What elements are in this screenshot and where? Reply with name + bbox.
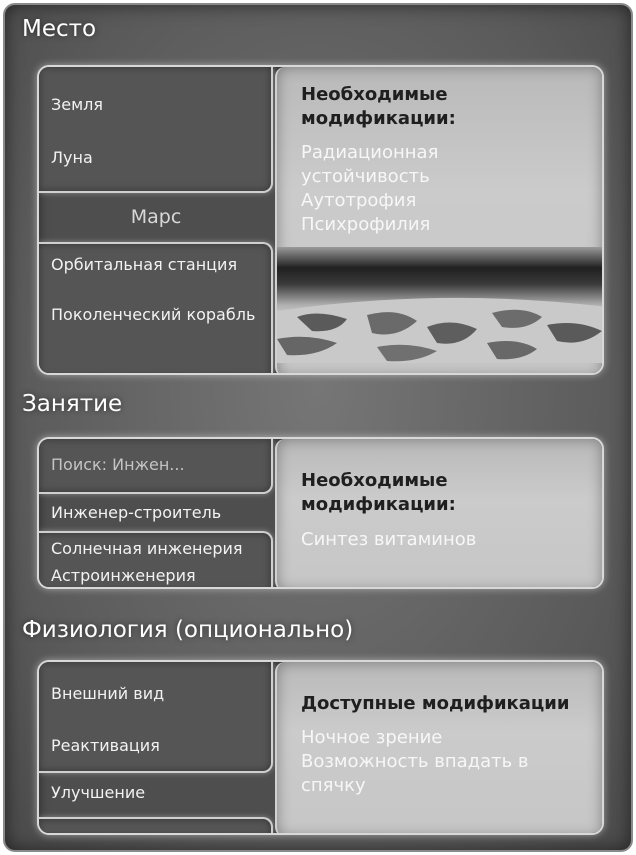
location-info-panel bbox=[275, 67, 602, 375]
occupation-info-heading: Необходимые модификации: bbox=[301, 470, 456, 515]
physiology-option-reactivation[interactable]: Реактивация bbox=[51, 736, 160, 755]
location-section-title: Место bbox=[22, 16, 97, 42]
occupation-panel bbox=[37, 437, 604, 589]
physiology-info-panel bbox=[275, 662, 602, 835]
physiology-option-appearance[interactable]: Внешний вид bbox=[51, 684, 165, 703]
physiology-panel bbox=[37, 660, 604, 835]
location-list-bottom bbox=[39, 242, 273, 375]
location-mod-autotrophy: Аутотрофия bbox=[301, 190, 417, 211]
occupation-search-input[interactable]: Поиск: Инжен... bbox=[51, 455, 185, 474]
location-option-moon[interactable]: Луна bbox=[51, 148, 93, 167]
planet-surface-image bbox=[277, 247, 602, 363]
location-option-mars-selected[interactable]: Марс bbox=[130, 206, 182, 228]
physiology-list-top bbox=[39, 662, 273, 773]
physiology-info-heading: Доступные модификации bbox=[301, 693, 570, 714]
physiology-list-bottom bbox=[39, 817, 273, 835]
occupation-option-solar-engineering[interactable]: Солнечная инженерия bbox=[51, 539, 243, 558]
occupation-option-astroengineering[interactable]: Астроинженерия bbox=[51, 566, 196, 585]
location-mod-radiation: Радиационная устойчивость bbox=[301, 142, 439, 187]
physiology-section-title: Физиология (опционально) bbox=[22, 617, 354, 643]
location-option-orbital-station[interactable]: Орбитальная станция bbox=[51, 255, 238, 274]
location-mod-psychrophilia: Психрофилия bbox=[301, 214, 431, 235]
location-info-heading: Необходимые модификации: bbox=[301, 84, 456, 129]
occupation-mod-vitamin-synthesis: Синтез витаминов bbox=[301, 529, 477, 550]
occupation-section-title: Занятие bbox=[22, 391, 123, 417]
occupation-search-block bbox=[39, 439, 273, 494]
location-option-generation-ship[interactable]: Поколенческий корабль bbox=[51, 305, 256, 324]
location-option-earth[interactable]: Земля bbox=[51, 95, 104, 114]
physiology-option-enhancement-selected[interactable]: Улучшение bbox=[51, 783, 146, 802]
location-panel bbox=[37, 65, 604, 375]
physiology-mod-night-vision: Ночное зрение bbox=[301, 727, 443, 748]
planet-terrain-icon bbox=[277, 247, 602, 363]
occupation-info-panel bbox=[275, 439, 602, 589]
location-list-top bbox=[39, 67, 273, 193]
physiology-mod-hibernation: Возможность впадать в спячку bbox=[301, 751, 529, 796]
occupation-list-bottom bbox=[39, 531, 273, 589]
occupation-option-civil-engineer-selected[interactable]: Инженер-строитель bbox=[51, 503, 222, 522]
